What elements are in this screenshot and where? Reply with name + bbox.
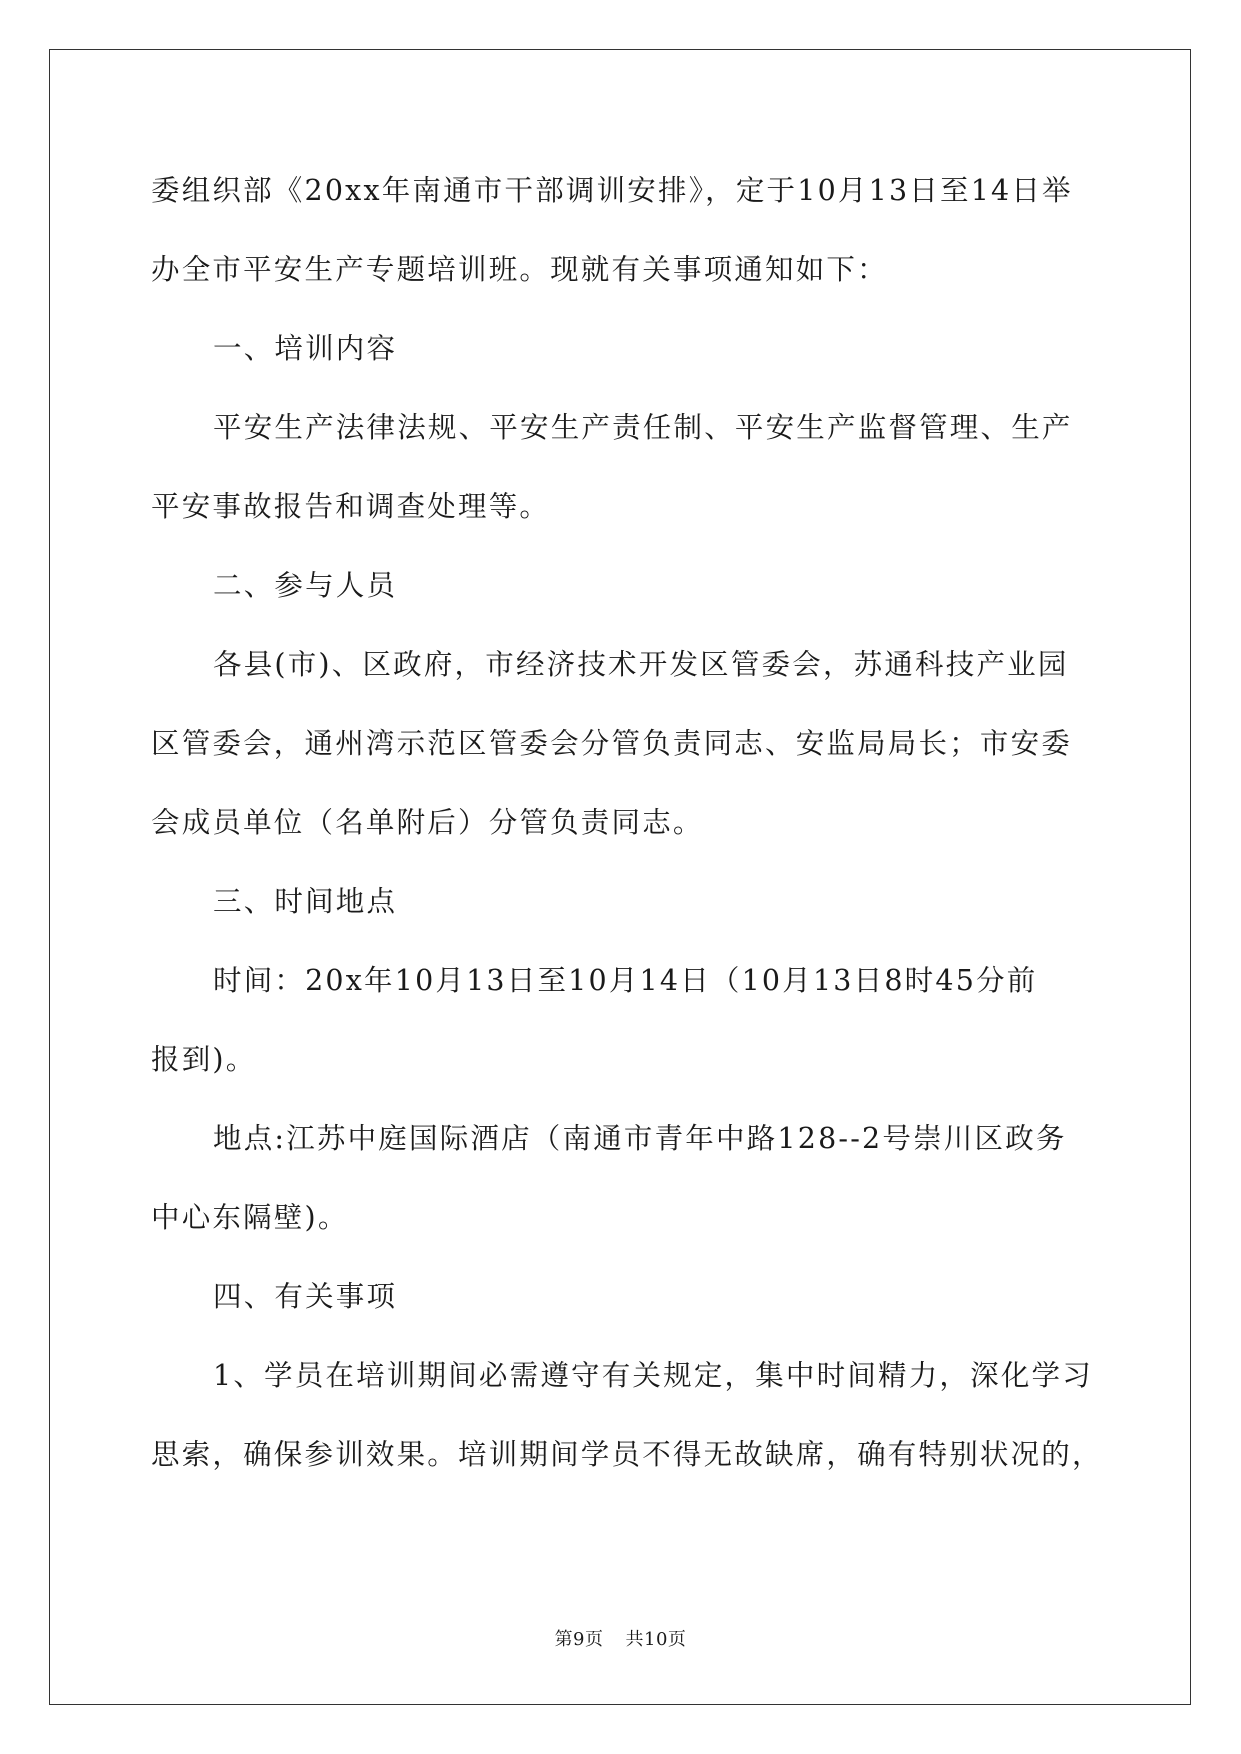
- document-body: [151, 161, 1103, 1504]
- text-line: 时间：20x年10月13日至10月14日（10月13日8时45分前: [213, 964, 1038, 997]
- section-heading: 四、有关事项: [213, 1280, 398, 1313]
- section-heading: 一、培训内容: [213, 332, 398, 365]
- text-line: 地点:江苏中庭国际酒店（南通市青年中路128--2号崇川区政务: [213, 1122, 1067, 1155]
- text-line: 平安生产法律法规、平安生产责任制、平安生产监督管理、生产: [213, 411, 1073, 444]
- text-line: 平安事故报告和调查处理等。: [151, 490, 551, 523]
- page-footer: [0, 1625, 1241, 1651]
- text-line: 中心东隔壁)。: [151, 1201, 349, 1234]
- text-line: 思索，确保参训效果。培训期间学员不得无故缺席，确有特别状况的，: [151, 1438, 1103, 1471]
- text-line: 委组织部《20xx年南通市干部调训安排》，定于10月13日至14日举: [151, 174, 1073, 207]
- text-line: 办全市平安生产专题培训班。现就有关事项通知如下：: [151, 253, 888, 286]
- text-line: 1、学员在培训期间必需遵守有关规定，集中时间精力，深化学习: [213, 1359, 1093, 1392]
- section-heading: 二、参与人员: [213, 569, 398, 602]
- section-heading: 三、时间地点: [213, 885, 398, 918]
- text-line: 区管委会，通州湾示范区管委会分管负责同志、安监局局长；市安委: [151, 727, 1073, 760]
- text-line: 各县(市)、区政府，市经济技术开发区管委会，苏通科技产业园: [213, 648, 1069, 681]
- text-line: 报到)。: [151, 1043, 257, 1076]
- text-line: 会成员单位（名单附后）分管负责同志。: [151, 806, 704, 839]
- page-number: 第9页: [554, 1629, 604, 1650]
- page-total: 共10页: [625, 1629, 687, 1650]
